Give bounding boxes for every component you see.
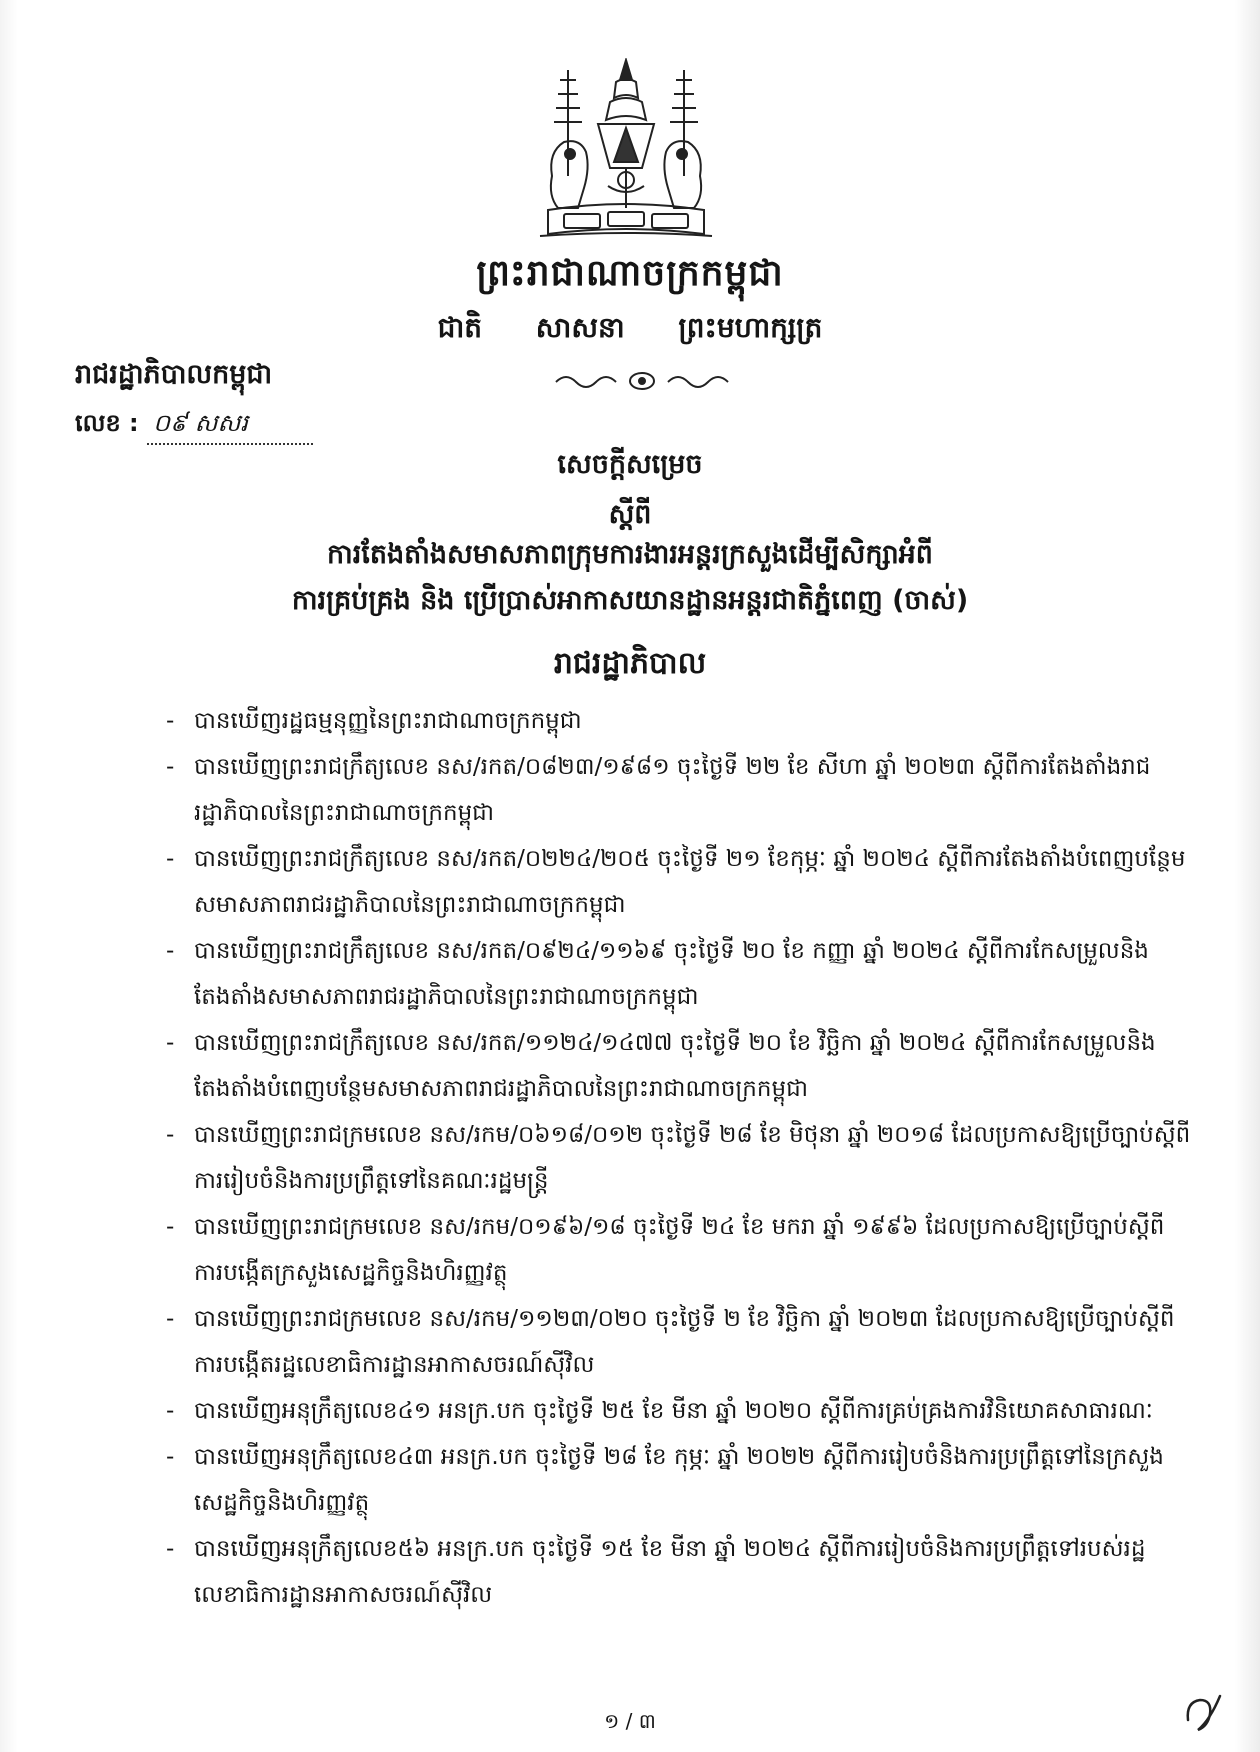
reference-label: លេខ : <box>75 409 139 437</box>
reference-list <box>166 698 1191 1618</box>
page-number: ១ / ៣ <box>604 1709 656 1733</box>
list-item: - បានឃើញព្រះរាជក្រមលេខ នស/រកម/១១២៣/០២០ ចុះថ្ងៃទី ២ ខែ វិច្ឆិកា ឆ្នាំ ២០២៣ ដែលប្រកាសឱ្យប្រើច្បាប់ស្តីពីការបង្កើតរដ្ឋលេខាធិការដ្ឋានអាកាសចរណ៍ស៊ីវិល <box>166 1296 1191 1388</box>
list-item: - បានឃើញព្រះរាជក្រឹត្យលេខ នស/រកត/០២២៤/២០៥ ចុះថ្ងៃទី ២១ ខែកុម្ភៈ ឆ្នាំ ២០២៤ ស្តីពីការតែងតាំងបំពេញបន្ថែមសមាសភាពរាជរដ្ឋាភិបាលនៃព្រះរាជាណាចក្រកម្ពុជា <box>166 836 1191 928</box>
authority-heading: រាជរដ្ឋាភិបាល <box>553 646 707 681</box>
list-item: - បានឃើញអនុក្រឹត្យលេខ៤១ អនក្រ.បក ចុះថ្ងៃទី ២៥ ខែ មីនា ឆ្នាំ ២០២០ ស្តីពីការគ្រប់គ្រងការវិនិយោគសាធារណៈ <box>166 1388 1191 1434</box>
motto-king: ព្រះមហាក្សត្រ <box>678 311 823 344</box>
reference-value: ០៩ សសរ <box>147 408 313 445</box>
list-item: - បានឃើញអនុក្រឹត្យលេខ៤៣ អនក្រ.បក ចុះថ្ងៃទី ២៨ ខែ កុម្ភៈ ឆ្នាំ ២០២២ ស្តីពីការរៀបចំនិងការប្រព្រឹត្តទៅនៃក្រសួងសេដ្ឋកិច្ចនិងហិរញ្ញវត្ថុ <box>166 1434 1191 1526</box>
list-item: - បានឃើញព្រះរាជក្រឹត្យលេខ នស/រកត/០៩២៤/១១៦៩ ចុះថ្ងៃទី ២០ ខែ កញ្ញា ឆ្នាំ ២០២៤ ស្តីពីការកែសម្រួលនិងតែងតាំងសមាសភាពរាជរដ្ឋាភិបាលនៃព្រះរាជាណាចក្រកម្ពុជា <box>166 928 1191 1020</box>
ornament-divider-icon <box>552 368 732 394</box>
title-line-2: ការគ្រប់គ្រង និង ប្រើប្រាស់អាកាសយានដ្ឋានអន្តរជាតិភ្នំពេញ (ចាស់) <box>291 585 969 616</box>
list-item: - បានឃើញព្រះរាជក្រឹត្យលេខ នស/រកត/១១២៤/១៤៧៧ ចុះថ្ងៃទី ២០ ខែ វិច្ឆិកា ឆ្នាំ ២០២៤ ស្តីពីការកែសម្រួលនិងតែងតាំងបំពេញបន្ថែមសមាសភាពរាជរដ្ឋាភិបាលនៃព្រះរាជាណាចក្រកម្ពុជា <box>166 1020 1191 1112</box>
title-line-1: ការតែងតាំងសមាសភាពក្រុមការងារអន្តរក្រសួងដើម្បីសិក្សាអំពី <box>327 539 933 570</box>
motto-religion: សាសនា <box>535 311 625 344</box>
handwritten-initial-icon <box>1180 1690 1226 1736</box>
document-type: សេចក្តីសម្រេច <box>557 449 703 480</box>
list-item: - បានឃើញរដ្ឋធម្មនុញ្ញនៃព្រះរាជាណាចក្រកម្ពុជា <box>166 698 1191 744</box>
list-item: - បានឃើញអនុក្រឹត្យលេខ៥៦ អនក្រ.បក ចុះថ្ងៃទី ១៥ ខែ មីនា ឆ្នាំ ២០២៤ ស្តីពីការរៀបចំនិងការប្រព្រឹត្តទៅរបស់រដ្ឋលេខាធិការដ្ឋានអាកាសចរណ៍ស៊ីវិល <box>166 1526 1191 1618</box>
issuing-authority: រាជរដ្ឋាភិបាលកម្ពុជា <box>75 359 273 390</box>
list-item: - បានឃើញព្រះរាជក្រមលេខ នស/រកម/០១៩៦/១៨ ចុះថ្ងៃទី ២៤ ខែ មករា ឆ្នាំ ១៩៩៦ ដែលប្រកាសឱ្យប្រើច្បាប់ស្តីពីការបង្កើតក្រសួងសេដ្ឋកិច្ចនិងហិរញ្ញវត្ថុ <box>166 1204 1191 1296</box>
national-motto <box>0 310 1260 351</box>
kingdom-heading: ព្រះរាជាណាចក្រកម្ពុជា <box>476 253 784 294</box>
reference-number <box>75 408 313 445</box>
royal-coat-of-arms-icon <box>538 58 714 248</box>
title-about: ស្តីពី <box>608 499 652 530</box>
list-item: - បានឃើញព្រះរាជក្រមលេខ នស/រកម/០៦១៨/០១២ ចុះថ្ងៃទី ២៨ ខែ មិថុនា ឆ្នាំ ២០១៨ ដែលប្រកាសឱ្យប្រើច្បាប់ស្តីពីការរៀបចំនិងការប្រព្រឹត្តទៅនៃគណៈរដ្ឋមន្ត្រី <box>166 1112 1191 1204</box>
motto-nation: ជាតិ <box>437 311 483 344</box>
list-item: - បានឃើញព្រះរាជក្រឹត្យលេខ នស/រកត/០៨២៣/១៩៨១ ចុះថ្ងៃទី ២២ ខែ សីហា ឆ្នាំ ២០២៣ ស្តីពីការតែងតាំងរាជរដ្ឋាភិបាលនៃព្រះរាជាណាចក្រកម្ពុជា <box>166 744 1191 836</box>
